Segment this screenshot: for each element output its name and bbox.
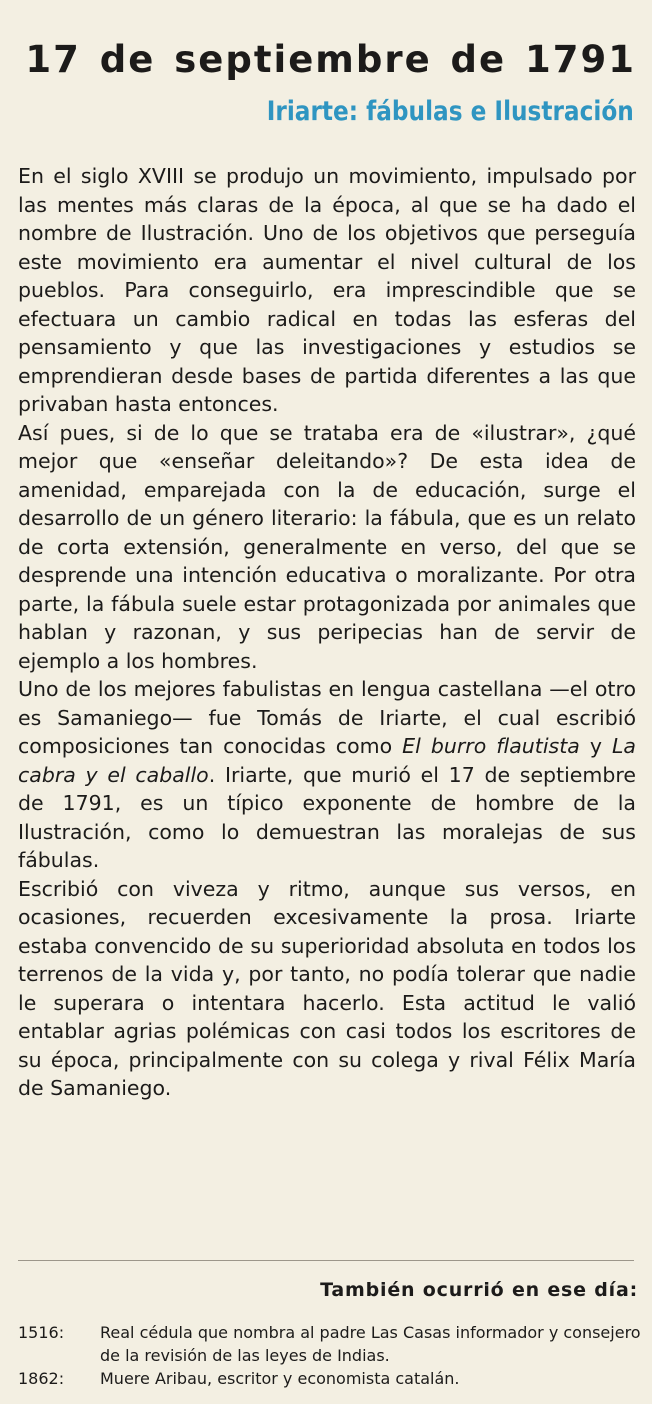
event-item: [18, 1321, 644, 1367]
section-divider: [18, 1260, 634, 1261]
article-paragraph-4: Escribió con viveza y ritmo, aunque sus versos, en ocasiones, recuerden excesivamente la prosa. Iriarte estaba convencido de su superioridad absoluta en todos los terrenos de la vida y, por tanto, no podía tolerar que nadie le superara o intentara hacerlo. Esta actitud le valió entablar agrias polémicas con casi todos los escritores de su época, principalmente con su colega y rival Félix María de Samaniego.: [18, 876, 636, 1100]
event-description: Muere Aribau, escritor y economista catalán.: [100, 1369, 460, 1388]
date-title: 17 de septiembre de 1791: [25, 38, 636, 81]
event-item: [18, 1367, 644, 1390]
event-description: Real cédula que nombra al padre Las Casas informador y consejero de la revisión de las leyes de Indias.: [100, 1323, 641, 1365]
event-year: 1862:: [18, 1369, 65, 1388]
also-happened-title: También ocurrió en ese día:: [320, 1279, 638, 1301]
work-title-burro-flautista: El burro flautista: [402, 734, 580, 758]
events-list: [18, 1321, 644, 1390]
work-title-cabra-caballo: La cabra y el caballo: [18, 734, 636, 787]
article-subtitle: Iriarte: fábulas e Ilustración: [266, 96, 634, 127]
paragraph-3-text-b: y: [579, 734, 613, 758]
article-body: [18, 162, 636, 1103]
paragraph-3-text-c: . Iriarte, que murió el 17 de septiembre de 1791, es un típico exponente de hombre de la Ilustración, como lo demuestran las moralejas de sus fábulas.: [18, 762, 636, 872]
event-year: 1516:: [18, 1323, 65, 1342]
article-paragraph-3: [18, 675, 636, 875]
article-paragraph-1: En el siglo XVIII se produjo un movimiento, impulsado por las mentes más claras de la época, al que se ha dado el nombre de Ilustración. Uno de los objetivos que perseguía este movimiento era aumentar el nivel cultural de los pueblos. Para conseguirlo, era imprescindible que se efectuara un cambio radical en todas las esferas del pensamiento y que las investigaciones y estudios se emprendieran desde bases de partida diferentes a las que privaban hasta entonces.: [18, 164, 636, 416]
article-paragraph-2: Así pues, si de lo que se trataba era de «ilustrar», ¿qué mejor que «enseñar deleitando»? De esta idea de amenidad, emparejada con la de educación, surge el desarrollo de un género literario: la fábula, que es un relato de corta extensión, generalmente en verso, del que se desprende una intención educativa o moralizante. Por otra parte, la fábula suele estar protagonizada por animales que hablan y razonan, y sus peripecias han de servir de ejemplo a los hombres.: [18, 420, 636, 673]
paragraph-3-text-a: Uno de los mejores fabulistas en lengua castellana —el otro es Samaniego— fue Tomás de Iriarte, el cual escribió composiciones tan conocidas como: [18, 677, 636, 758]
